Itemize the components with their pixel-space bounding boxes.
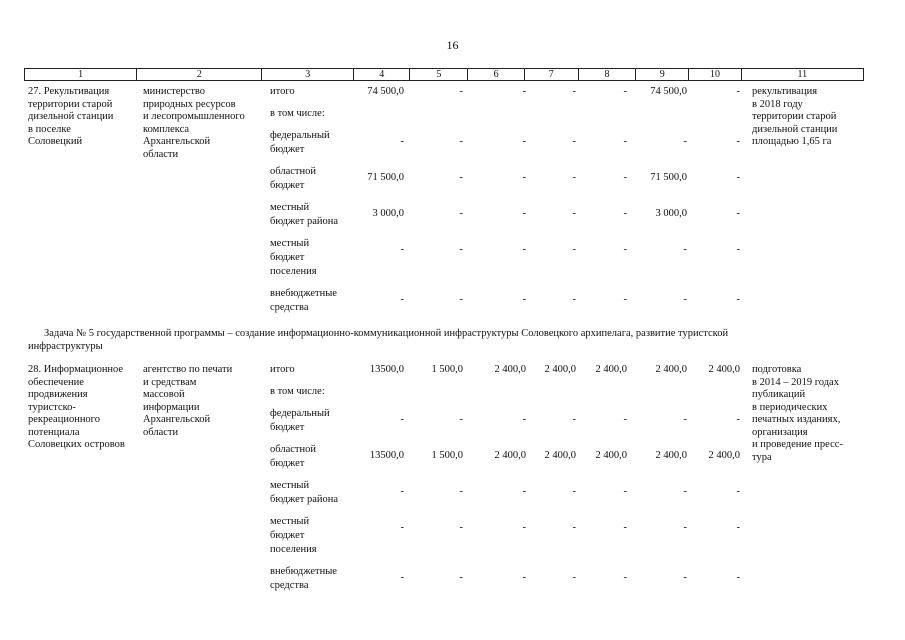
funding-value-cell: - <box>572 572 576 583</box>
result-line: территории старой <box>752 111 837 122</box>
activity-name-line: обеспечение <box>28 376 84 388</box>
funding-source-label: бюджет <box>270 252 305 263</box>
funding-value-cell: - <box>736 414 740 425</box>
column-header-9: 9 <box>636 69 689 81</box>
result-line: в 2018 году <box>752 98 803 110</box>
executor-line: и средствам <box>143 376 197 388</box>
result-line: публикаций <box>752 389 806 400</box>
funding-value-cell: 2 400,0 <box>595 364 627 375</box>
funding-source-label: местный <box>270 202 310 213</box>
activity-name-line: Соловецких островов <box>28 439 125 450</box>
funding-value-cell: - <box>400 522 404 533</box>
funding-source-label: внебюджетные <box>270 566 337 577</box>
funding-value-cell: - <box>623 522 627 533</box>
activity-name-line: 27. Рекультивация <box>28 86 110 97</box>
result-line: печатных изданиях, <box>752 414 841 425</box>
funding-value-cell: - <box>522 572 526 583</box>
activity-name-line: Соловецкий <box>28 136 83 147</box>
executor-line: природных ресурсов <box>143 98 236 110</box>
column-header-table <box>24 68 864 81</box>
funding-value-cell: 2 400,0 <box>708 364 740 375</box>
funding-value-cell: - <box>572 522 576 533</box>
funding-value-cell: 2 400,0 <box>494 450 526 461</box>
funding-value-cell: 71 500,0 <box>650 172 687 183</box>
funding-value-cell: - <box>400 294 404 305</box>
funding-source-label: итого <box>270 364 295 375</box>
funding-value-cell: - <box>459 572 463 583</box>
result-line: площадью 1,65 га <box>752 136 832 147</box>
funding-source-label: областной <box>270 444 316 455</box>
funding-value-cell: - <box>736 486 740 497</box>
funding-value-cell: - <box>400 486 404 497</box>
funding-value-cell: - <box>459 414 463 425</box>
funding-value-cell: - <box>623 486 627 497</box>
funding-value-cell: 2 400,0 <box>595 450 627 461</box>
funding-value-cell: 1 500,0 <box>431 450 463 461</box>
page-number: 16 <box>446 38 459 52</box>
funding-value-cell: - <box>623 86 627 97</box>
funding-source-label: федеральный <box>270 130 330 141</box>
funding-value-cell: - <box>572 294 576 305</box>
result-line: рекультивация <box>752 86 818 97</box>
executor-line: массовой <box>143 389 185 400</box>
funding-value-cell: - <box>623 294 627 305</box>
funding-value-cell: 1 500,0 <box>431 364 463 375</box>
funding-value-cell: 2 400,0 <box>494 364 526 375</box>
funding-source-label: местный <box>270 480 310 491</box>
column-header-5: 5 <box>410 69 468 81</box>
funding-value-cell: - <box>736 172 740 183</box>
column-header-2: 2 <box>137 69 262 81</box>
funding-value-cell: 13500,0 <box>369 364 404 375</box>
funding-value-cell: 2 400,0 <box>544 364 576 375</box>
funding-value-cell: - <box>683 294 687 305</box>
result-line: в 2014 – 2019 годах <box>752 376 839 388</box>
funding-value-cell: - <box>522 522 526 533</box>
funding-value-cell: - <box>459 522 463 533</box>
activity-name-line: в поселке <box>28 123 71 135</box>
funding-value-cell: - <box>683 244 687 255</box>
funding-value-cell: - <box>459 172 463 183</box>
funding-value-cell: - <box>522 208 526 219</box>
funding-value-cell: - <box>459 136 463 147</box>
funding-value-cell: 71 500,0 <box>367 172 404 183</box>
activity-name-line: 28. Информационное <box>28 364 124 375</box>
result-line: организация <box>752 426 808 438</box>
column-header-7: 7 <box>524 69 578 81</box>
executor-line: области <box>143 426 179 438</box>
funding-value-cell: - <box>522 244 526 255</box>
funding-source-label: внебюджетные <box>270 288 337 299</box>
activity-name-line: потенциала <box>28 426 80 438</box>
funding-value-cell: - <box>736 86 740 97</box>
funding-value-cell: - <box>623 572 627 583</box>
funding-value-cell: - <box>623 172 627 183</box>
activity-name-line: дизельной станции <box>28 111 114 122</box>
funding-value-cell: - <box>572 244 576 255</box>
funding-value-cell: 74 500,0 <box>367 86 404 97</box>
funding-value-cell: - <box>572 136 576 147</box>
funding-source-label: областной <box>270 166 316 177</box>
column-header-row <box>25 69 864 81</box>
funding-value-cell: - <box>736 522 740 533</box>
funding-value-cell: - <box>522 486 526 497</box>
funding-source-label: средства <box>270 302 309 313</box>
funding-value-cell: - <box>572 208 576 219</box>
funding-value-cell: - <box>736 208 740 219</box>
funding-value-cell: - <box>683 414 687 425</box>
funding-source-label: бюджет района <box>270 216 339 227</box>
funding-value-cell: - <box>572 172 576 183</box>
executor-line: министерство <box>143 86 206 97</box>
funding-source-label: бюджет <box>270 458 305 469</box>
funding-source-label: бюджет района <box>270 494 339 505</box>
result-line: дизельной станции <box>752 123 838 135</box>
result-line: в периодических <box>752 401 828 413</box>
result-line: подготовка <box>752 364 802 375</box>
funding-value-cell: - <box>522 136 526 147</box>
funding-source-label: бюджет <box>270 180 305 191</box>
funding-value-cell: - <box>683 136 687 147</box>
funding-value-cell: - <box>572 414 576 425</box>
funding-value-cell: - <box>459 86 463 97</box>
funding-value-cell: - <box>522 172 526 183</box>
column-header-8: 8 <box>578 69 635 81</box>
funding-source-label: поселения <box>270 544 317 555</box>
result-line: тура <box>752 451 772 463</box>
funding-value-cell: - <box>623 414 627 425</box>
funding-value-cell: - <box>572 486 576 497</box>
column-header-4: 4 <box>354 69 410 81</box>
funding-source-label: бюджет <box>270 422 305 433</box>
funding-value-cell: - <box>400 244 404 255</box>
funding-value-cell: 3 000,0 <box>655 208 687 219</box>
executor-line: информации <box>143 401 200 413</box>
funding-value-cell: - <box>522 414 526 425</box>
column-header-3: 3 <box>262 69 354 81</box>
funding-value-cell: - <box>400 136 404 147</box>
activity-name-line: продвижения <box>28 389 88 400</box>
funding-value-cell: - <box>736 136 740 147</box>
funding-value-cell: - <box>400 414 404 425</box>
funding-source-label: в том числе: <box>270 386 325 397</box>
funding-value-cell: - <box>736 294 740 305</box>
funding-source-label: федеральный <box>270 408 330 419</box>
column-header-10: 10 <box>689 69 741 81</box>
column-header-11: 11 <box>741 69 863 81</box>
funding-value-cell: - <box>683 486 687 497</box>
funding-value-cell: 2 400,0 <box>708 450 740 461</box>
funding-value-cell: 3 000,0 <box>372 208 404 219</box>
funding-source-label: местный <box>270 238 310 249</box>
task-heading-line1: Задача № 5 государственной программы – создание информационно-коммуникационной инфраструктуры Соловецкого архипелага, развитие туристской <box>44 328 729 339</box>
executor-line: и лесопромышленного <box>143 111 245 122</box>
funding-value-cell: - <box>736 572 740 583</box>
funding-source-label: в том числе: <box>270 108 325 119</box>
funding-value-cell: - <box>522 86 526 97</box>
funding-value-cell: - <box>459 244 463 255</box>
funding-value-cell: 2 400,0 <box>544 450 576 461</box>
activity-name-line: рекреационного <box>28 414 100 425</box>
column-header-6: 6 <box>468 69 524 81</box>
funding-value-cell: 74 500,0 <box>650 86 687 97</box>
funding-source-label: бюджет <box>270 144 305 155</box>
funding-value-cell: - <box>522 294 526 305</box>
funding-source-label: поселения <box>270 266 317 277</box>
task-heading-line2: инфраструктуры <box>28 341 103 352</box>
funding-value-cell: 2 400,0 <box>655 450 687 461</box>
funding-source-label: бюджет <box>270 530 305 541</box>
funding-value-cell: - <box>572 86 576 97</box>
funding-value-cell: - <box>683 572 687 583</box>
executor-line: агентство по печати <box>143 364 233 375</box>
executor-line: комплекса <box>143 123 190 135</box>
funding-value-cell: - <box>736 244 740 255</box>
column-header-1: 1 <box>25 69 137 81</box>
activity-name-line: территории старой <box>28 98 113 110</box>
funding-value-cell: 13500,0 <box>369 450 404 461</box>
funding-value-cell: - <box>683 522 687 533</box>
funding-source-label: средства <box>270 580 309 591</box>
activity-name-line: туристско- <box>28 401 76 413</box>
funding-source-label: местный <box>270 516 310 527</box>
funding-value-cell: - <box>459 294 463 305</box>
funding-value-cell: - <box>459 486 463 497</box>
task-heading <box>28 327 868 353</box>
executor-line: Архангельской <box>143 414 211 425</box>
funding-value-cell: 2 400,0 <box>655 364 687 375</box>
executor-line: области <box>143 148 179 160</box>
funding-value-cell: - <box>623 244 627 255</box>
result-line: и проведение пресс- <box>752 439 843 450</box>
funding-source-label: итого <box>270 86 295 97</box>
funding-value-cell: - <box>623 136 627 147</box>
funding-value-cell: - <box>459 208 463 219</box>
executor-line: Архангельской <box>143 136 211 147</box>
funding-value-cell: - <box>623 208 627 219</box>
funding-value-cell: - <box>400 572 404 583</box>
